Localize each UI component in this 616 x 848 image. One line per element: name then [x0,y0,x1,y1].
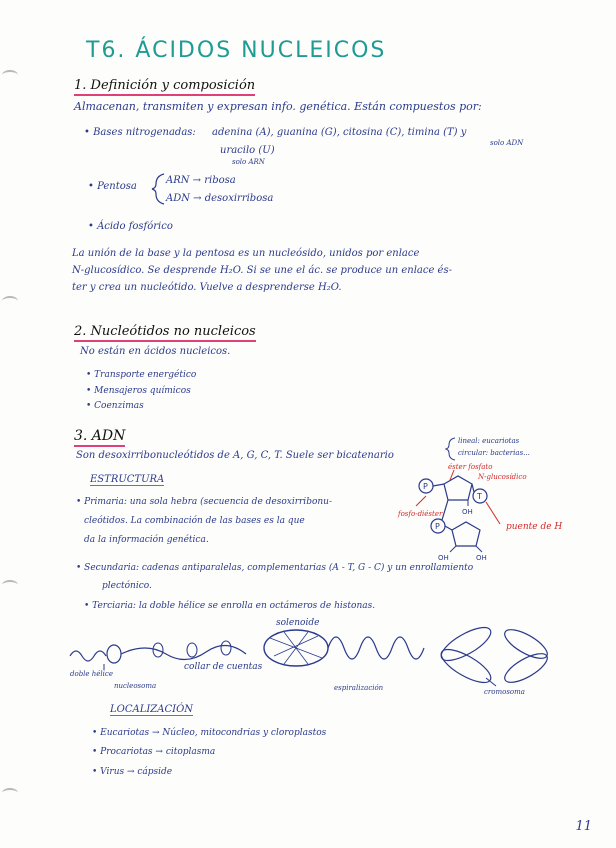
section3-intro: Son desoxirribonucleótidos de A, G, C, T. Suele ser bicatenario [76,450,394,461]
uracilo-note: solo ARN [232,158,265,166]
arn-ribosa: ARN → ribosa [166,175,236,186]
secundaria-line2: plectónico. [102,581,152,591]
estructura-label: ESTRUCTURA [90,474,165,485]
list-item: • Eucariotas → Núcleo, mitocondrias y cloroplastos [92,728,327,738]
primaria-line1: • Primaria: una sola hebra (secuencia de desoxirribonu- [76,497,333,507]
page-number: 11 [575,819,592,834]
nucleosoma-label: nucleosoma [114,682,157,690]
phosphate-label: P [435,522,440,531]
list-item: • Virus → cápside [92,767,173,777]
binder-hole-mark [2,580,18,590]
para1-line2: N-glucosídico. Se desprende H₂O. Si se une el ác. se produce un enlace és- [72,265,452,276]
doble-helice-label: doble hélice [70,670,113,678]
section1-intro: Almacenan, transmiten y expresan info. genética. Están compuestos por: [74,100,482,113]
page-title: T6. ÁCIDOS NUCLEICOS [86,38,387,63]
fosfodiester-label: fosfo-diéster [398,510,443,518]
collar-label: collar de cuentas [184,662,263,672]
para1-line3: ter y crea un nucleótido. Vuelve a desprenderse H₂O. [72,282,342,293]
section1-heading: 1. Definición y composición [74,78,255,93]
para1-line1: La unión de la base y la pentosa es un nucleósido, unidos por enlace [72,248,420,259]
section2-heading: 2. Nucleótidos no nucleicos [74,324,256,339]
binder-hole-mark [2,296,18,306]
acido-fosforico: • Ácido fosfórico [88,221,173,232]
list-item: • Coenzimas [86,401,144,411]
adn-desoxirribosa: ADN → desoxirribosa [166,193,274,204]
n-glucosidico-label: N-glucosídico [478,473,527,481]
puente-h-label: puente de H [506,522,563,532]
uracilo: uracilo (U) [220,145,275,156]
ester-fosfato-label: éster fosfato [448,463,493,471]
list-item: • Procariotas → citoplasma [92,747,216,757]
list-item: • Mensajeros químicos [86,386,191,396]
primaria-line2: cleótidos. La combinación de las bases es la que [84,516,305,526]
solenoide-label: solenoide [276,618,320,628]
pentosa-label: • Pentosa [88,181,137,192]
terciaria-line: • Terciaria: la doble hélice se enrolla en octámeros de histonas. [84,601,376,611]
brace-circular: circular: bacterias... [458,449,530,457]
hydroxyl-label: OH [476,554,487,562]
hydroxyl-label: OH [462,508,473,516]
hydroxyl-label: OH [438,554,449,562]
localizacion-label: LOCALIZACIÓN [110,704,194,715]
binder-hole-mark [2,70,18,80]
cromosoma-label: cromosoma [484,688,525,696]
thymine-label: T [477,492,482,501]
bases-label: • Bases nitrogenadas: [84,127,196,138]
list-item: • Transporte energético [86,370,197,380]
primaria-line3: da la información genética. [84,535,209,545]
espiralizacion-label: espiralización [334,684,384,692]
section3-heading: 3. ADN [74,428,125,444]
secundaria-line1: • Secundaria: cadenas antiparalelas, complementarias (A - T, G - C) y un enrollamiento [76,563,474,573]
timina-note: solo ADN [490,139,524,147]
bases-list: adenina (A), guanina (G), citosina (C), timina (T) y [212,127,467,138]
section2-intro: No están en ácidos nucleicos. [80,346,231,357]
brace-lineal: lineal: eucariotas [458,437,520,445]
binder-hole-mark [2,788,18,798]
bicatenario-brace [445,436,457,462]
phosphate-label: P [423,482,428,491]
pentosa-brace [150,172,166,206]
